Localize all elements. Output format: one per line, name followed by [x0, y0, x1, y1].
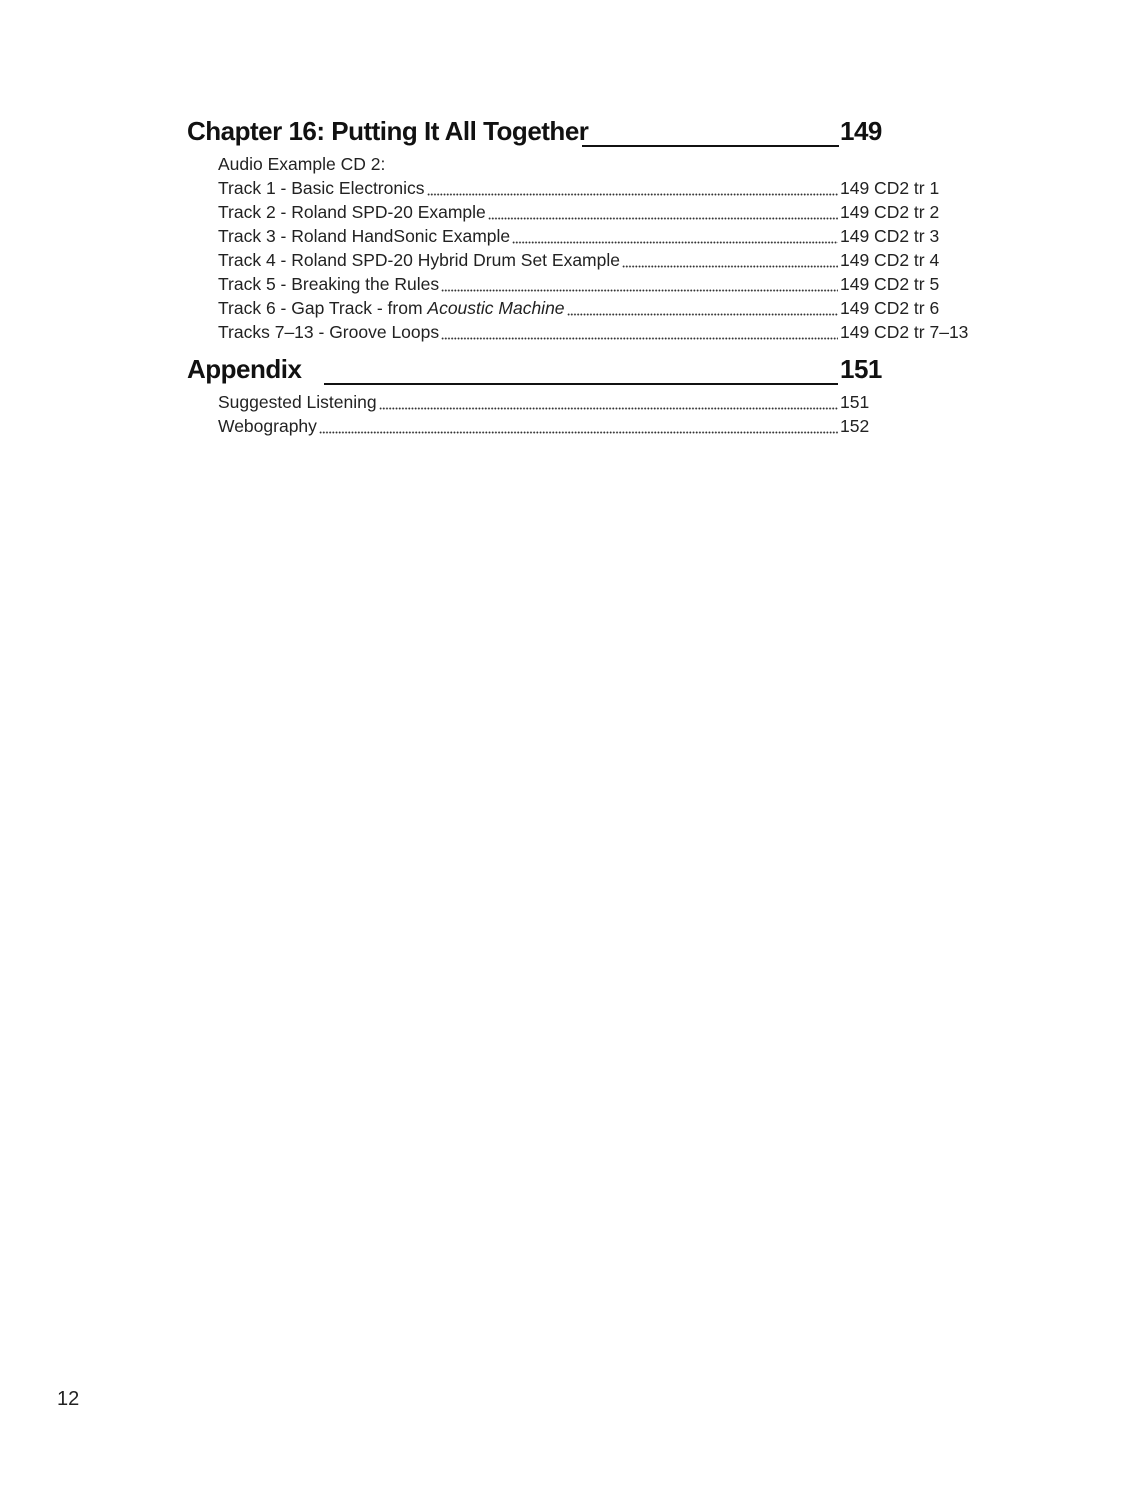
- appendix-entries: [218, 390, 977, 438]
- entry-title: Track 4 - Roland SPD-20 Hybrid Drum Set Example: [218, 250, 620, 270]
- entry-title: Suggested Listening: [218, 392, 377, 412]
- dot-leader: [441, 272, 838, 296]
- entry-page: 149 CD2 tr 5: [840, 274, 940, 294]
- dot-leader: [622, 248, 838, 272]
- toc-entry: [218, 320, 969, 344]
- entry-title: [218, 296, 565, 320]
- entry-title: Track 2 - Roland SPD-20 Example: [218, 202, 486, 222]
- toc-entry: [218, 224, 940, 248]
- entry-title: Track 1 - Basic Electronics: [218, 178, 425, 198]
- heading-rule: [324, 383, 838, 385]
- entry-title: Webography: [218, 416, 317, 436]
- page-number: 12: [57, 1388, 80, 1410]
- appendix-heading: [187, 350, 977, 390]
- entry-page: 149 CD2 tr 1: [840, 178, 940, 198]
- entry-title: Track 5 - Breaking the Rules: [218, 274, 440, 294]
- dot-leader: [512, 224, 838, 248]
- entry-page: 149 CD2 tr 7–13: [840, 322, 969, 342]
- entry-page: 152: [840, 416, 870, 436]
- entry-title: Track 3 - Roland HandSonic Example: [218, 226, 511, 246]
- toc-entry: [218, 390, 870, 414]
- toc-entry: [218, 296, 940, 320]
- entry-title: Tracks 7–13 - Groove Loops: [218, 322, 440, 342]
- toc-entry: [218, 414, 870, 438]
- entry-page: 149 CD2 tr 3: [840, 226, 940, 246]
- toc-entry: [218, 272, 940, 296]
- chapter-16-heading: [187, 112, 977, 152]
- chapter-page: 149: [840, 116, 882, 146]
- toc-entry: [218, 200, 940, 224]
- toc-entry: [218, 176, 940, 200]
- dot-leader: [379, 390, 838, 414]
- entry-title-prefix: Track 6 - Gap Track - from: [218, 298, 428, 318]
- entry-title-italic: Acoustic Machine: [427, 298, 565, 318]
- heading-rule: [582, 145, 839, 147]
- dot-leader: [488, 200, 838, 224]
- table-of-contents: [187, 112, 977, 438]
- entry-page: 149 CD2 tr 2: [840, 202, 940, 222]
- audio-example-subheading: Audio Example CD 2:: [218, 154, 386, 174]
- appendix-page: 151: [840, 354, 882, 384]
- dot-leader: [567, 296, 838, 320]
- chapter-title: Chapter 16: Putting It All Together: [187, 116, 589, 146]
- dot-leader: [441, 320, 838, 344]
- entry-page: 149 CD2 tr 6: [840, 298, 940, 318]
- chapter-16-entries: [218, 152, 977, 344]
- entry-page: 151: [840, 392, 870, 412]
- dot-leader: [319, 414, 838, 438]
- entry-page: 149 CD2 tr 4: [840, 250, 940, 270]
- appendix-title: Appendix: [187, 354, 302, 384]
- toc-entry: [218, 248, 940, 272]
- dot-leader: [427, 176, 839, 200]
